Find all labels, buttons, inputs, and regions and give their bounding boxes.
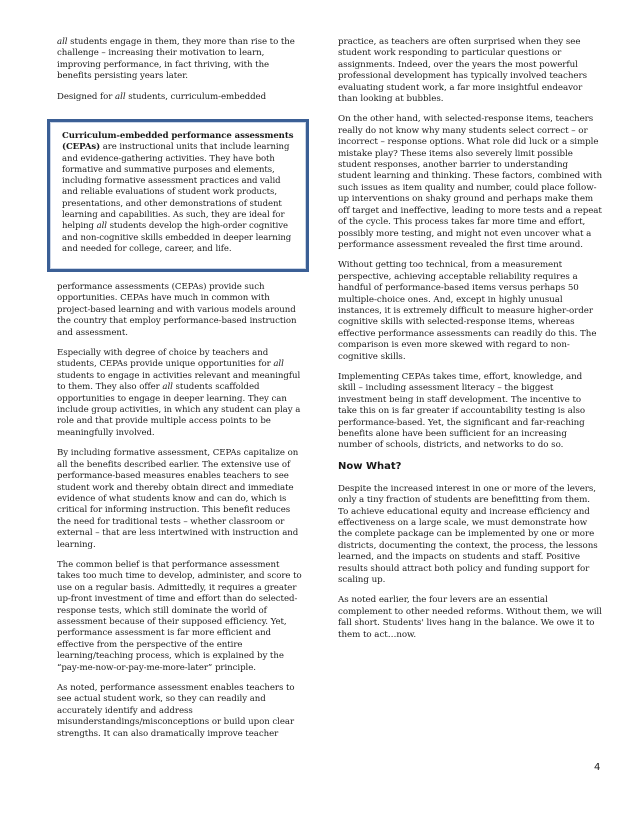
emphasis-all: all [273, 359, 284, 370]
right-paragraph-1: practice, as teachers are often surprised when they see student work responding to particular questions or assignments. Indeed, over the years the most powerful professional development has typically involved teachers evaluating student work, a far more insightful endeavor than looking at bubbles. [338, 37, 587, 105]
right-paragraph-2: On the other hand, with selected-response items, teachers really do not know why many students select correct – or incorrect – response options. What role did luck or a simple mistake play? These items also severely limit possible student responses, another barrier to understanding student learning and thinking. These factors, combined with such issues as item quality and number, could place follow-up interventions on shaky ground and perhaps make them off target and ineffective, leading to more tests and a repeat of the cycle. This process takes far more time and effort, possibly more testing, and might not even uncover what a performance assessment revealed the first time around. [338, 114, 603, 250]
left-paragraph-5: By including formative assessment, CEPAs capitalize on all the benefits described earlier. The extensive use of performance-based measures enables teachers to see student work and thereby obtain direct and immediate evidence of what students know and can do, which is critical for informing instruction. This benefit reduces the need for traditional tests – whether classroom or external – that are less intertwined with instruction and learning. [57, 448, 299, 550]
left-column [57, 37, 305, 103]
section-heading-now-what: Now What? [338, 460, 402, 472]
right-paragraph-4: Implementing CEPAs takes time, effort, knowledge, and skill – including assessment literacy – the biggest investment being in staff development. The incentive to take this on is far greater if accountability testing is also performance-based. Yet, the significant and far-reaching benefits alone have been sufficient for an increasing number of schools, districts, and networks to do so. [338, 371, 586, 451]
left-column-continued [57, 282, 305, 749]
left-paragraph-2: Designed for all students, curriculum-embedded [57, 91, 267, 102]
left-paragraph-3: performance assessments (CEPAs) provide such opportunities. CEPAs have much in common with project-based learning and with various models around the country that employ performance-based instruction and assessment. [57, 282, 297, 338]
callout-term: Curriculum-embedded performance assessments (CEPAs) [62, 131, 294, 153]
callout-text: Curriculum-embedded performance assessments (CEPAs) are instructional units that include learning and evidence-gathering activities. They have both formative and summative purposes and elements, including formative assessment practices and valid and reliable evaluations of student work products, presentations, and other demonstrations of student learning and capabilities. As such, they are ideal for helping all students develop the high-order cognitive and non-cognitive skills embedded in deeper learning and needed for college, career, and life. [62, 131, 294, 254]
page-number: 4 [594, 762, 601, 773]
emphasis-all: all [115, 91, 126, 102]
right-paragraph-3: Without getting too technical, from a measurement perspective, achieving acceptable reliability requires a handful of performance-based items versus perhaps 50 multiple-choice ones. And, except in highly unusual instances, it is extremely difficult to measure higher-order cognitive skills with selected-response items, whereas effective performance assessments can readily do this. The comparison is even more skewed with regard to non-cognitive skills. [338, 260, 597, 362]
right-column [338, 37, 602, 650]
emphasis-all: all [57, 37, 68, 47]
right-paragraph-5: Despite the increased interest in one or more of the levers, only a tiny fraction of students are benefitting from them. To achieve educational equity and increase efficiency and effectiveness on a large scale, we must demonstrate how the complete package can be implemented by one or more districts, documenting the context, the process, the lessons learned, and the impacts on students and staff. Positive results should attract both policy and funding support for scaling up. [338, 483, 598, 586]
emphasis-all: all [162, 382, 173, 393]
right-paragraph-6: As noted earlier, the four levers are an essential complement to other needed reforms. Without them, we will fall short. Students' lives hang in the balance. We owe it to them to act…now. [338, 595, 602, 640]
left-paragraph-4: Especially with degree of choice by teachers and students, CEPAs provide unique opportunities for all students to engage in activities relevant and meaningful to them. They also offer all students scaffolded opportunities to engage in deeper learning. They can include group activities, in which any student can play a role and that provide multiple access points to be meaningfully involved. [57, 348, 301, 438]
emphasis-all: all [96, 221, 107, 232]
left-paragraph-1: all students engage in them, they more than rise to the challenge – increasing their motivation to learn, improving performance, in fact thriving, with the benefits persisting years later. [57, 37, 295, 82]
left-paragraph-7: As noted, performance assessment enables teachers to see actual student work, so they can readily and accurately identify and address misunderstandings/misconceptions or build upon clear strengths. It can also dramatically improve teacher [57, 683, 295, 739]
left-paragraph-6: The common belief is that performance assessment takes too much time to develop, administer, and score to use on a regular basis. Admittedly, it requires a greater up-front investment of time and effort than do selected-response tests, which still dominate the world of assessment because of their supposed efficiency. Yet, performance assessment is far more efficient and effective from the perspective of the entire learning/teaching process, which is explained by the “pay-me-now-or-pay-me-more-later” principle. [57, 559, 302, 673]
cepa-definition-callout [47, 119, 309, 272]
